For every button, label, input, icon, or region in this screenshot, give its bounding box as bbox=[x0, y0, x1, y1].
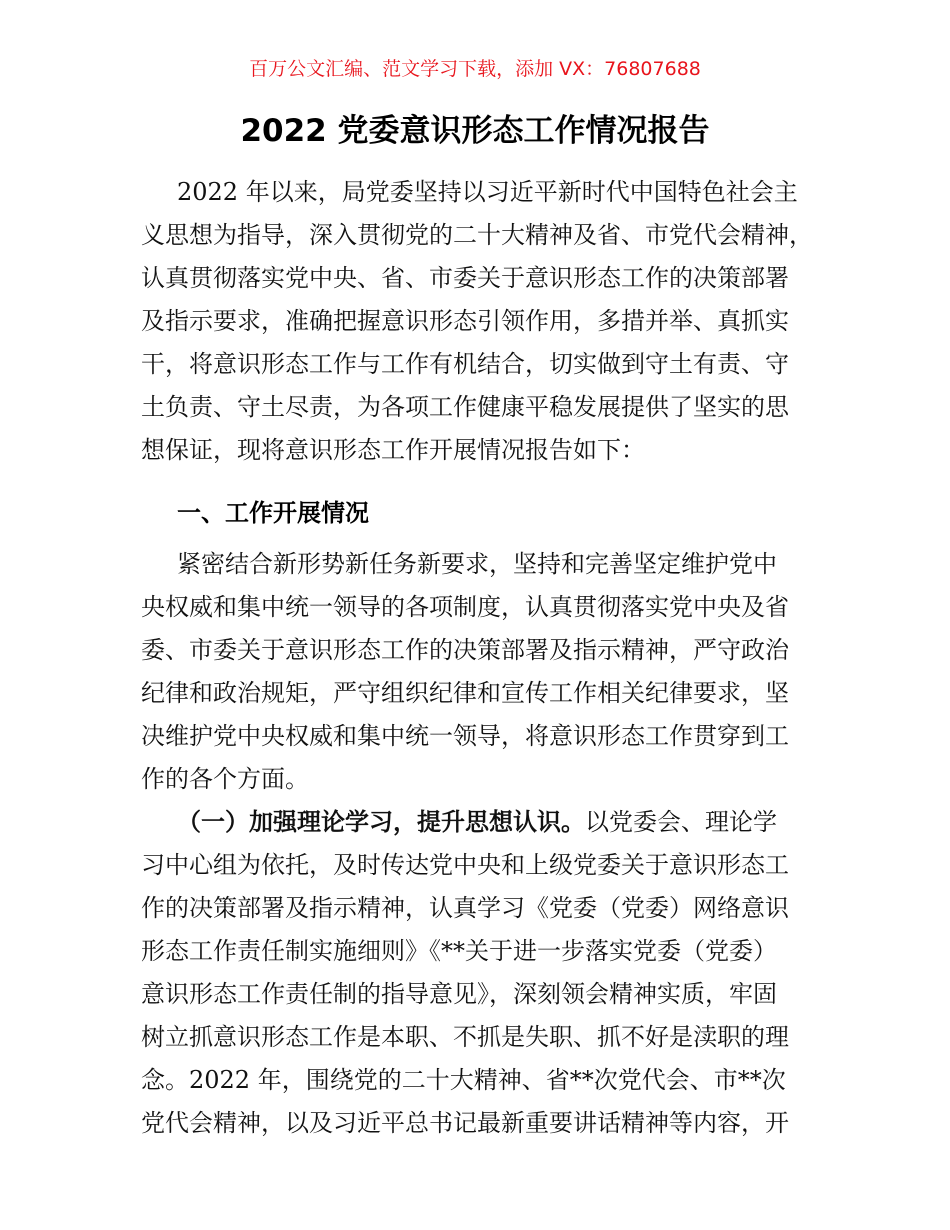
document-title: 2022 党委意识形态工作情况报告 bbox=[240, 113, 710, 149]
subsection-line: 念。2022 年，围绕党的二十大精神、省**次党代会、市**次 bbox=[141, 1066, 786, 1094]
intro-line: 2022 年以来，局党委坚持以习近平新时代中国特色社会主 bbox=[177, 178, 798, 206]
subsection-line: 习中心组为依托，及时传达党中央和上级党委关于意识形态工 bbox=[141, 851, 789, 879]
intro-line: 干，将意识形态工作与工作有机结合，切实做到守土有责、守 bbox=[141, 350, 789, 378]
intro-line: 想保证，现将意识形态工作开展情况报告如下： bbox=[141, 436, 645, 464]
subsection-line-rest: 以党委会、理论学 bbox=[585, 808, 777, 836]
subsection-line: 党代会精神，以及习近平总书记最新重要讲话精神等内容，开 bbox=[141, 1109, 789, 1137]
subsection-heading: （一）加强理论学习，提升思想认识。 bbox=[177, 808, 585, 836]
section-line: 紧密结合新形势新任务新要求，坚持和完善坚定维护党中 bbox=[177, 550, 777, 578]
subsection-line: 形态工作责任制实施细则》《**关于进一步落实党委（党委） bbox=[141, 937, 777, 965]
section-heading: 一、工作开展情况 bbox=[177, 499, 369, 527]
section-line: 决维护党中央权威和集中统一领导，将意识形态工作贯穿到工 bbox=[141, 722, 789, 750]
subsection-line: 树立抓意识形态工作是本职、不抓是失职、抓不好是渎职的理 bbox=[141, 1023, 789, 1051]
intro-line: 义思想为指导，深入贯彻党的二十大精神及省、市党代会精神， bbox=[141, 221, 813, 249]
watermark-banner: 百万公文汇编、范文学习下载，添加 VX：76807688 bbox=[249, 58, 701, 80]
section-line: 作的各个方面。 bbox=[141, 765, 309, 793]
section-line: 委、市委关于意识形态工作的决策部署及指示精神，严守政治 bbox=[141, 636, 789, 664]
intro-line: 认真贯彻落实党中央、省、市委关于意识形态工作的决策部署 bbox=[141, 264, 789, 292]
subsection-first-line bbox=[141, 805, 847, 839]
intro-line: 及指示要求，准确把握意识形态引领作用，多措并举、真抓实 bbox=[141, 307, 789, 335]
section-line: 央权威和集中统一领导的各项制度，认真贯彻落实党中央及省 bbox=[141, 593, 789, 621]
subsection-line: 作的决策部署及指示精神，认真学习《党委（党委）网络意识 bbox=[141, 894, 789, 922]
subsection-line: 意识形态工作责任制的指导意见》，深刻领会精神实质，牢固 bbox=[141, 980, 777, 1008]
intro-line: 土负责、守土尽责，为各项工作健康平稳发展提供了坚实的思 bbox=[141, 393, 789, 421]
section-line: 纪律和政治规矩，严守组织纪律和宣传工作相关纪律要求，坚 bbox=[141, 679, 789, 707]
